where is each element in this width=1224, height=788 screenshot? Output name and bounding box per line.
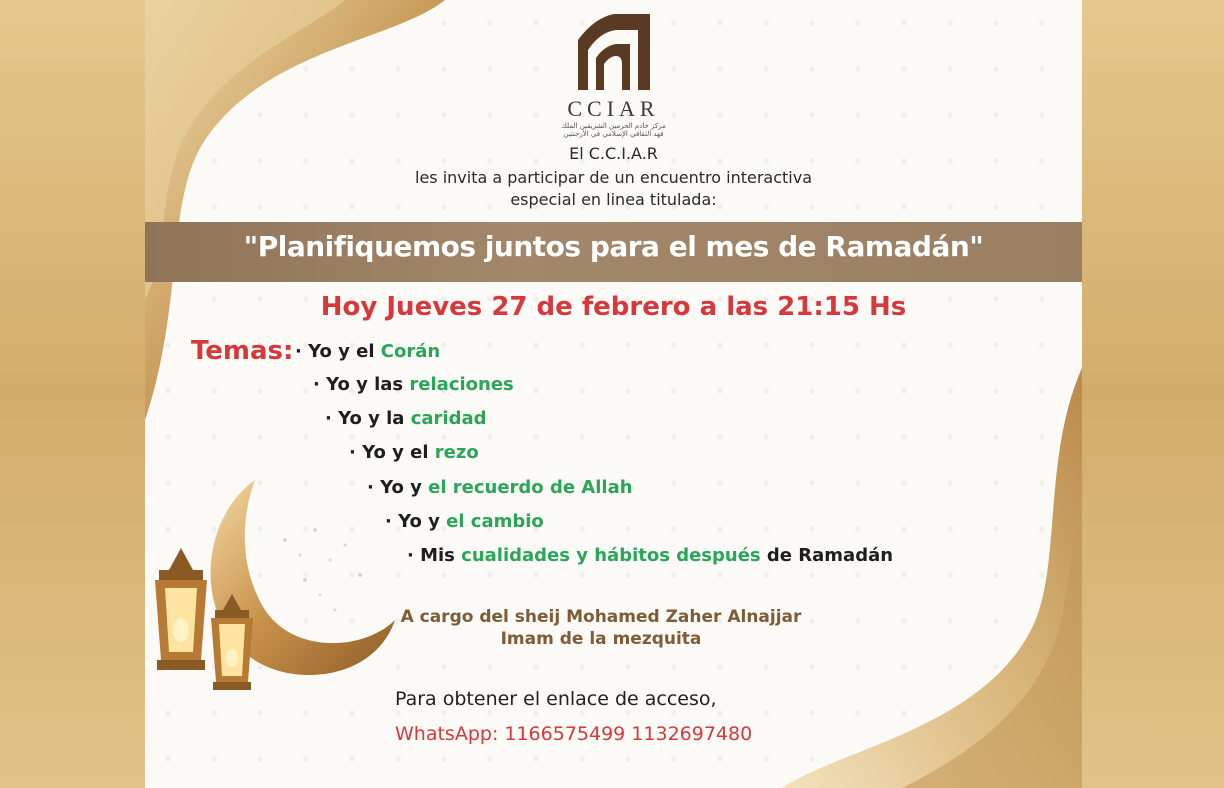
event-title: "Planifiquemos juntos para el mes de Ramadán" <box>243 230 984 263</box>
topic-text: · Yo y la <box>325 408 411 429</box>
ramadan-illustration <box>145 460 425 720</box>
cciar-logo <box>145 10 1082 138</box>
invitation-card <box>145 0 1082 788</box>
topic-item <box>407 545 893 566</box>
left-gold-border <box>0 0 145 788</box>
right-gold-border <box>1082 0 1224 788</box>
speaker-role: Imam de la mezquita <box>500 629 702 649</box>
topic-highlight: cualidades y hábitos después <box>461 545 761 566</box>
temas-label: Temas: <box>191 336 294 366</box>
topic-item <box>295 341 440 362</box>
whatsapp-numbers[interactable]: WhatsApp: 1166575499 1132697480 <box>395 723 753 745</box>
sparkle-dots <box>283 528 362 612</box>
speaker-name: A cargo del sheij Mohamed Zaher Alnajjar <box>400 607 802 627</box>
intro-line-2: les invita a participar de un encuentro interactiva <box>415 168 812 187</box>
topic-item <box>325 408 486 429</box>
intro-line-1: El C.C.I.A.R <box>569 144 658 163</box>
topic-text: · Mis <box>407 545 462 566</box>
intro-line-3: especial en linea titulada: <box>510 190 717 209</box>
topic-text: · Yo y <box>367 477 429 498</box>
event-date: Hoy Jueves 27 de febrero a las 21:15 Hs <box>320 292 907 322</box>
topic-text: · Yo y el <box>295 341 381 362</box>
logo-arabic-text: مركز خادم الحرمين الشريفين الملك فهد الثقافي الإسلامي في الأرجنتين <box>561 122 666 138</box>
topic-highlight: el recuerdo de Allah <box>428 477 633 498</box>
topic-highlight: relaciones <box>409 374 514 395</box>
title-banner <box>145 222 1082 282</box>
mosque-arch-logo-icon <box>574 10 654 94</box>
logo-name: CCIAR <box>567 96 660 121</box>
topic-highlight: Corán <box>380 341 441 362</box>
bottom-right-swoosh <box>782 368 1082 788</box>
topic-highlight: el cambio <box>446 511 544 532</box>
topic-text: · Yo y el <box>349 442 435 463</box>
topic-text: · Yo y las <box>313 374 410 395</box>
topic-highlight: caridad <box>410 408 487 429</box>
topic-item <box>313 374 514 395</box>
access-text: Para obtener el enlace de acceso, <box>395 688 717 710</box>
lantern-icon <box>155 548 207 670</box>
topic-text: · Yo y <box>385 511 447 532</box>
topic-suffix: de Ramadán <box>760 545 894 566</box>
topic-highlight: rezo <box>434 442 479 463</box>
